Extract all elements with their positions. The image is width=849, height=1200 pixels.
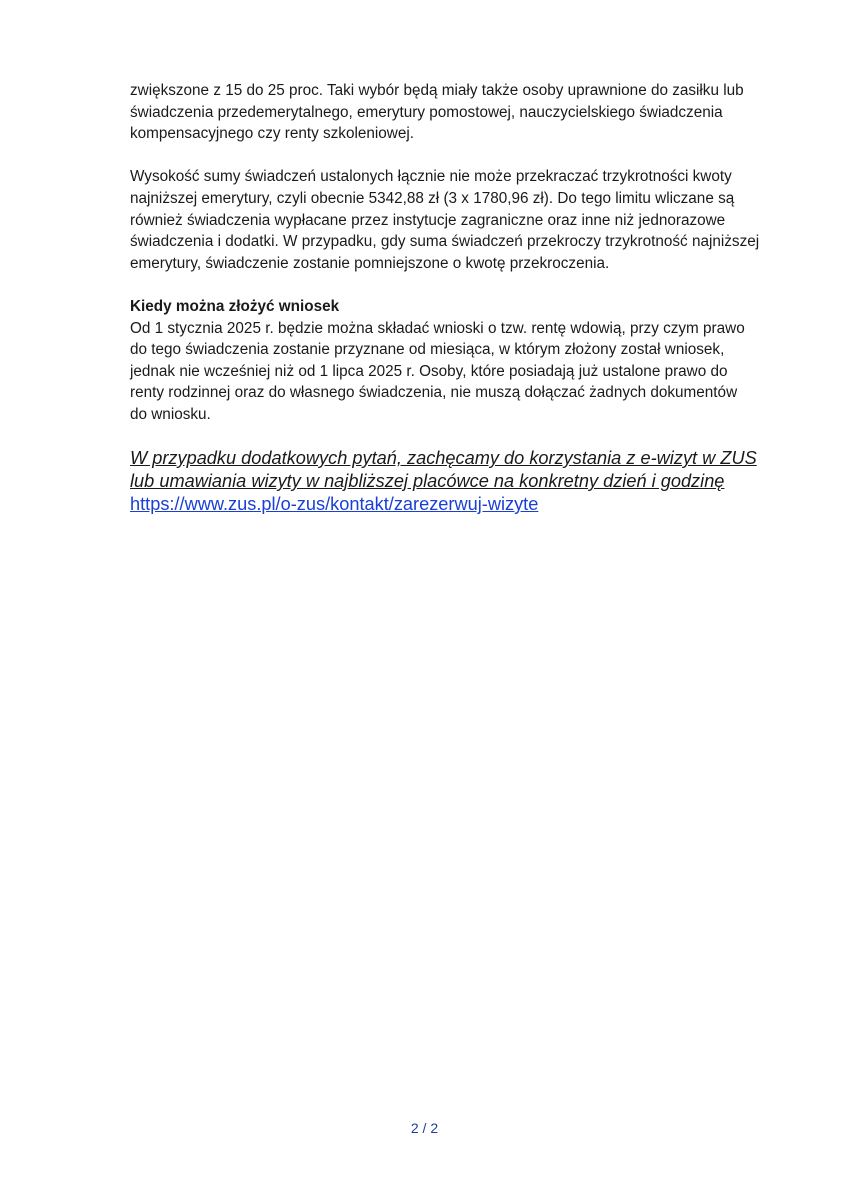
text-line: do wniosku. <box>130 405 211 423</box>
paragraph-benefit-choice <box>130 80 770 145</box>
text-line: również świadczenia wypłacane przez instytucje zagraniczne oraz inne niż jednorazowe <box>130 211 726 229</box>
appointment-link[interactable]: https://www.zus.pl/o-zus/kontakt/zarezerwuj-wizyte <box>130 494 539 515</box>
text-line: Wysokość sumy świadczeń ustalonych łącznie nie może przekraczać trzykrotności kwoty <box>130 168 732 186</box>
text-line: zwiększone z 15 do 25 proc. Taki wybór będą miały także osoby uprawnione do zasiłku lub <box>130 82 744 99</box>
section-heading: Kiedy można złożyć wniosek <box>130 297 340 315</box>
text-line: Od 1 stycznia 2025 r. będzie można składać wnioski o tzw. rentę wdowią, przy czym prawo <box>130 319 745 337</box>
page-number: 2 / 2 <box>410 1120 439 1136</box>
text-line: świadczenia przedemerytalnego, emerytury pomostowej, nauczycielskiego świadczenia <box>130 103 723 121</box>
text-line: świadczenia i dodatki. W przypadku, gdy suma świadczeń przekroczy trzykrotność najniższej <box>130 233 760 251</box>
paragraph-benefit-limit <box>130 166 770 274</box>
contact-note <box>130 447 770 516</box>
text-line: jednak nie wcześniej niż od 1 lipca 2025 r. Osoby, które posiadają już ustalone prawo do <box>130 362 728 380</box>
note-line: lub umawiania wizyty w najbliższej placówce na konkretny dzień i godzinę <box>130 471 725 492</box>
text-line: do tego świadczenia zostanie przyznane od miesiąca, w którym złożony został wniosek, <box>130 341 725 359</box>
note-line: W przypadku dodatkowych pytań, zachęcamy do korzystania z e-wizyt w ZUS <box>130 448 757 469</box>
paragraph-application-timing <box>130 296 770 426</box>
text-line: renty rodzinnej oraz do własnego świadczenia, nie muszą dołączać żadnych dokumentów <box>130 384 738 402</box>
text-line: najniższej emerytury, czyli obecnie 5342,88 zł (3 x 1780,96 zł). Do tego limitu wliczane są <box>130 189 735 207</box>
text-line: kompensacyjnego czy renty szkoleniowej. <box>130 125 414 143</box>
text-line: emerytury, świadczenie zostanie pomniejszone o kwotę przekroczenia. <box>130 254 610 272</box>
document-body <box>130 80 770 516</box>
